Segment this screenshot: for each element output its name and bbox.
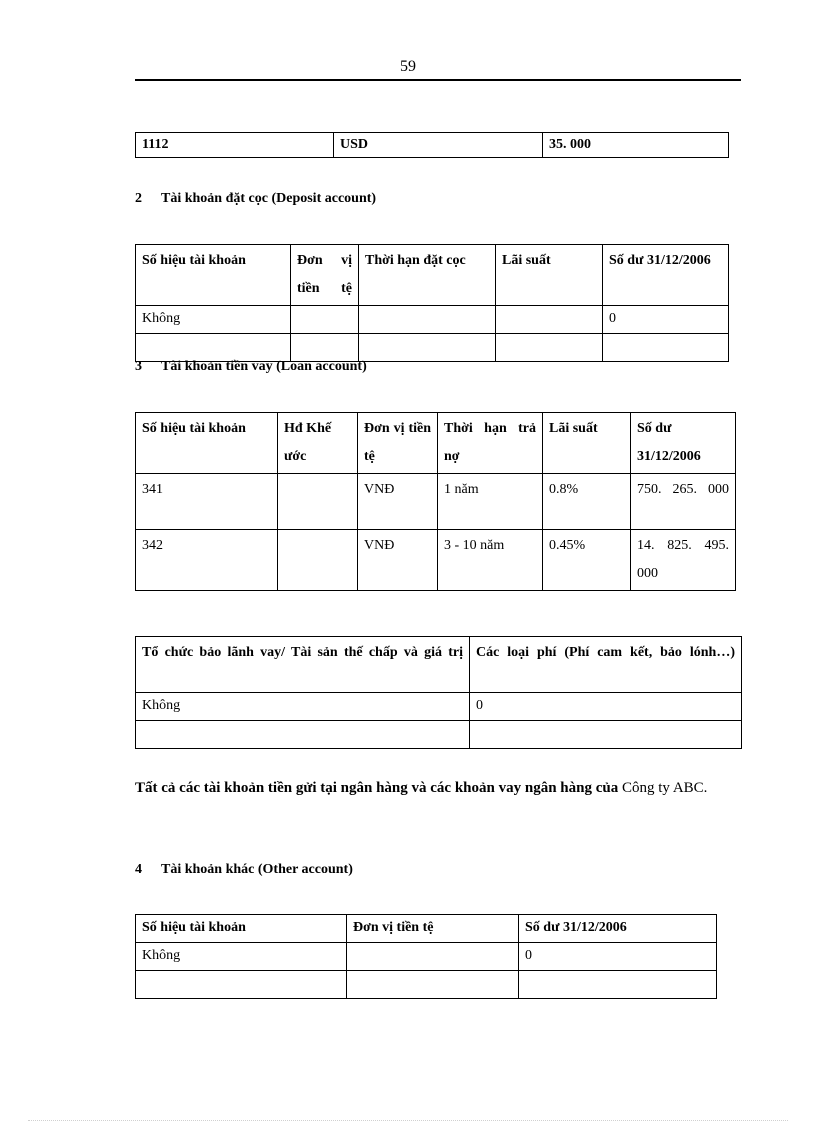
section3-number: 3 [135, 359, 142, 374]
paragraph-normal-text: Công ty ABC. [622, 780, 708, 796]
section4-number: 4 [135, 862, 142, 877]
header-cell: Tổ chức bảo lãnh vay/ Tài sản thế chấp và giá trị [136, 637, 470, 693]
cell: 14. 825. 495. 000 [631, 530, 736, 591]
cell [136, 721, 470, 749]
footer-dotted-line [28, 1120, 788, 1121]
other-account-table [135, 914, 717, 999]
cell [278, 530, 358, 591]
cell: 341 [136, 474, 278, 530]
cell: 0.8% [543, 474, 631, 530]
header-cell: Lãi suất [496, 245, 603, 306]
table-row [136, 474, 736, 530]
section2-heading [135, 191, 376, 207]
table-row [136, 943, 717, 971]
table-row [136, 334, 729, 362]
header-cell: Thời hạn trả nợ [438, 413, 543, 474]
cell [496, 334, 603, 362]
loan-table [135, 412, 736, 591]
header-cell: Số dư 31/12/2006 [631, 413, 736, 474]
cell [359, 306, 496, 334]
cell: 1 năm [438, 474, 543, 530]
cell [278, 474, 358, 530]
cash-currency: USD [334, 133, 543, 158]
guarantee-table [135, 636, 742, 749]
page-number: 59 [400, 58, 416, 75]
cell: 0 [470, 693, 742, 721]
cell [136, 971, 347, 999]
cell: Không [136, 943, 347, 971]
paragraph-bold-text: Tất cả các tài khoản tiền gửi tại ngân hàng và các khoản vay ngân hàng của [135, 780, 619, 796]
cell: VNĐ [358, 474, 438, 530]
section3-title: Tài khoản tiền vay (Loan account) [161, 359, 367, 374]
section3-heading [135, 359, 367, 375]
header-cell: Số dư 31/12/2006 [603, 245, 729, 306]
table-row [136, 721, 742, 749]
cell [519, 971, 717, 999]
header-cell: Lãi suất [543, 413, 631, 474]
table-row [136, 693, 742, 721]
cell [470, 721, 742, 749]
table-header-row [136, 245, 729, 306]
section4-heading [135, 862, 353, 878]
header-cell: Đơn vị tiền tệ [347, 915, 519, 943]
cash-table [135, 132, 729, 158]
header-cell: Số hiệu tài khoản [136, 915, 347, 943]
cell [291, 306, 359, 334]
table-row [136, 530, 736, 591]
section2-number: 2 [135, 191, 142, 206]
summary-paragraph [135, 774, 740, 802]
cell: Không [136, 306, 291, 334]
cell [496, 306, 603, 334]
section4-title: Tài khoản khác (Other account) [161, 862, 353, 877]
cell [603, 334, 729, 362]
cell: VNĐ [358, 530, 438, 591]
header-cell: Số hiệu tài khoản [136, 245, 291, 306]
cell [347, 971, 519, 999]
table-header-row [136, 413, 736, 474]
header-cell: Đơn vị tiền tệ [291, 245, 359, 306]
cell: 3 - 10 năm [438, 530, 543, 591]
cell: 0 [603, 306, 729, 334]
table-header-row [136, 637, 742, 693]
table-header-row [136, 915, 717, 943]
table-row [136, 306, 729, 334]
header-cell: Đơn vị tiền tệ [358, 413, 438, 474]
cell [291, 334, 359, 362]
cell [359, 334, 496, 362]
cell: 750. 265. 000 [631, 474, 736, 530]
cell [347, 943, 519, 971]
cell: 0.45% [543, 530, 631, 591]
cell: 0 [519, 943, 717, 971]
cash-account: 1112 [136, 133, 334, 158]
header-rule [135, 79, 741, 81]
header-cell: Số dư 31/12/2006 [519, 915, 717, 943]
header-cell: Các loại phí (Phí cam kết, bảo lónh…) [470, 637, 742, 693]
cash-amount: 35. 000 [543, 133, 729, 158]
deposit-table [135, 244, 729, 362]
table-row [136, 971, 717, 999]
cell: Không [136, 693, 470, 721]
cell: 342 [136, 530, 278, 591]
table-row [136, 133, 729, 158]
section2-title: Tài khoản đặt cọc (Deposit account) [161, 191, 377, 206]
header-cell: Số hiệu tài khoản [136, 413, 278, 474]
cell [136, 334, 291, 362]
header-cell: Thời hạn đặt cọc [359, 245, 496, 306]
header-cell: Hđ Khế ước [278, 413, 358, 474]
